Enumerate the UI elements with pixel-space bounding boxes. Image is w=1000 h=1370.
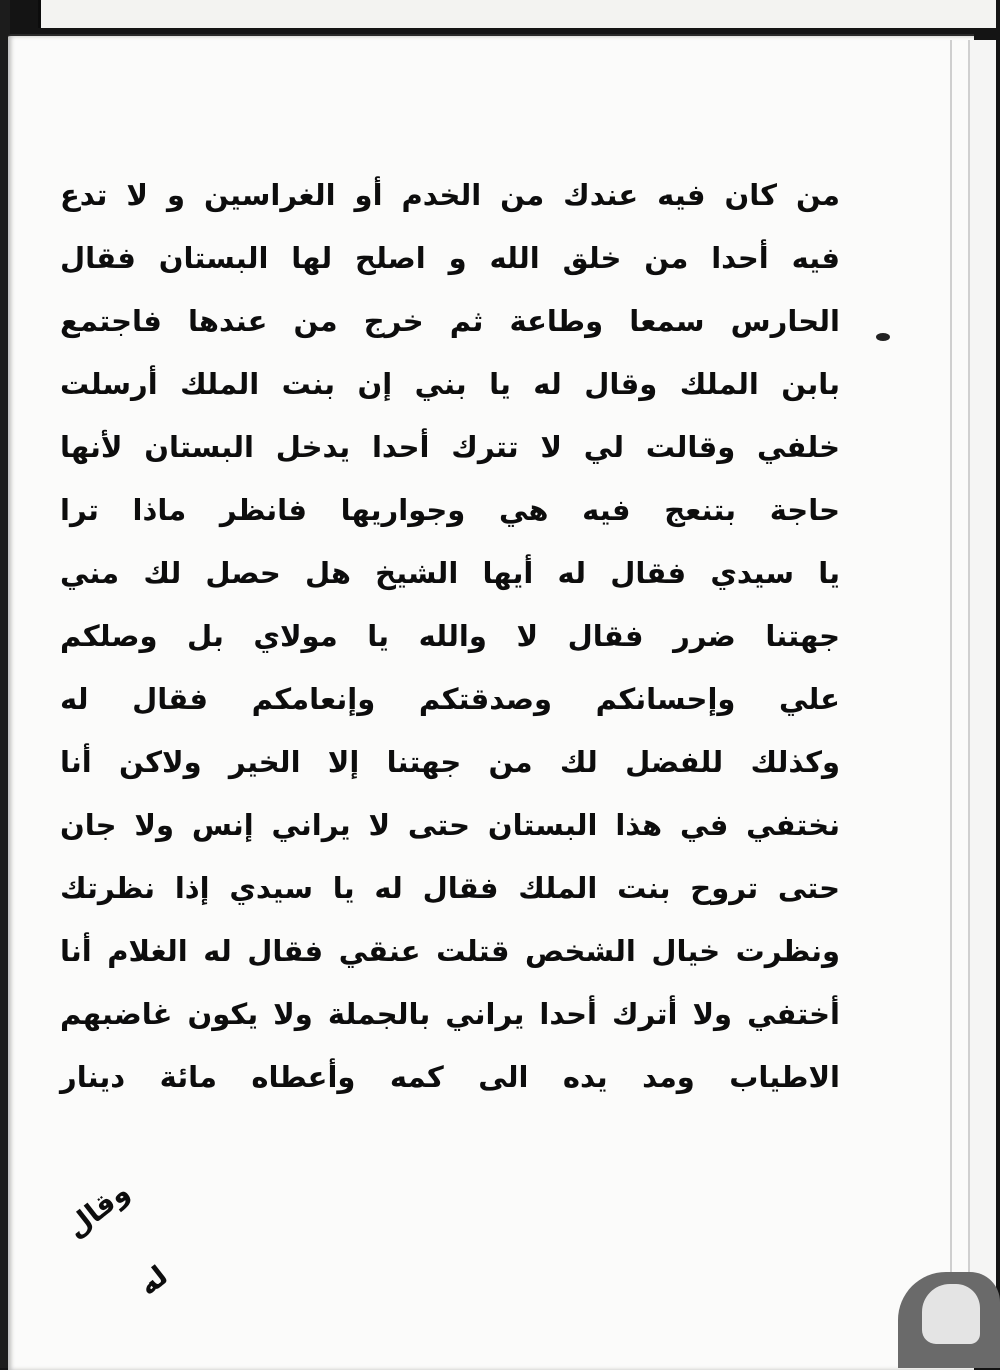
text-line: يا سيدي فقال له أيها الشيخ هل حصل لك مني [60, 556, 840, 590]
text-line: ونظرت خيال الشخص قتلت عنقي فقال له الغلام أنا [60, 934, 840, 968]
text-line: حتى تروح بنت الملك فقال له يا سيدي إذا نظرتك [60, 871, 840, 905]
page-fold-line [950, 40, 952, 1368]
holder-thumbnail [922, 1284, 980, 1344]
manuscript-text [60, 165, 840, 1110]
text-line: الاطياب ومد يده الى كمه وأعطاه مائة دينار [60, 1060, 840, 1094]
catchword: وقال له [59, 1174, 175, 1302]
text-line: خلفي وقالت لي لا تترك أحدا يدخل البستان لأنها [60, 430, 840, 464]
text-line: جهتنا ضرر فقال لا والله يا مولاي بل وصلكم [60, 619, 840, 653]
ink-spot [876, 333, 890, 341]
text-line: علي وإحسانكم وصدقتكم وإنعامكم فقال له [60, 682, 840, 716]
underlying-page-edge [38, 0, 996, 28]
text-line: من كان فيه عندك من الخدم أو الغراسين و لا تدع [60, 178, 840, 212]
text-line: الحارس سمعا وطاعة ثم خرج من عندها فاجتمع [60, 304, 840, 338]
page-right-edge [968, 40, 996, 1368]
text-line: حاجة بتنعج فيه هي وجواريها فانظر ماذا ترا [60, 493, 840, 527]
text-line: وكذلك للفضل لك من جهتنا إلا الخير ولاكن أنا [60, 745, 840, 779]
text-line: أختفي ولا أترك أحدا يراني بالجملة ولا يكون غاضبهم [60, 997, 840, 1031]
text-line: فيه أحدا من خلق الله و اصلح لها البستان فقال [60, 241, 840, 275]
text-line: نختفي في هذا البستان حتى لا يراني إنس ولا جان [60, 808, 840, 842]
text-line: بابن الملك وقال له يا بني إن بنت الملك أرسلت [60, 367, 840, 401]
